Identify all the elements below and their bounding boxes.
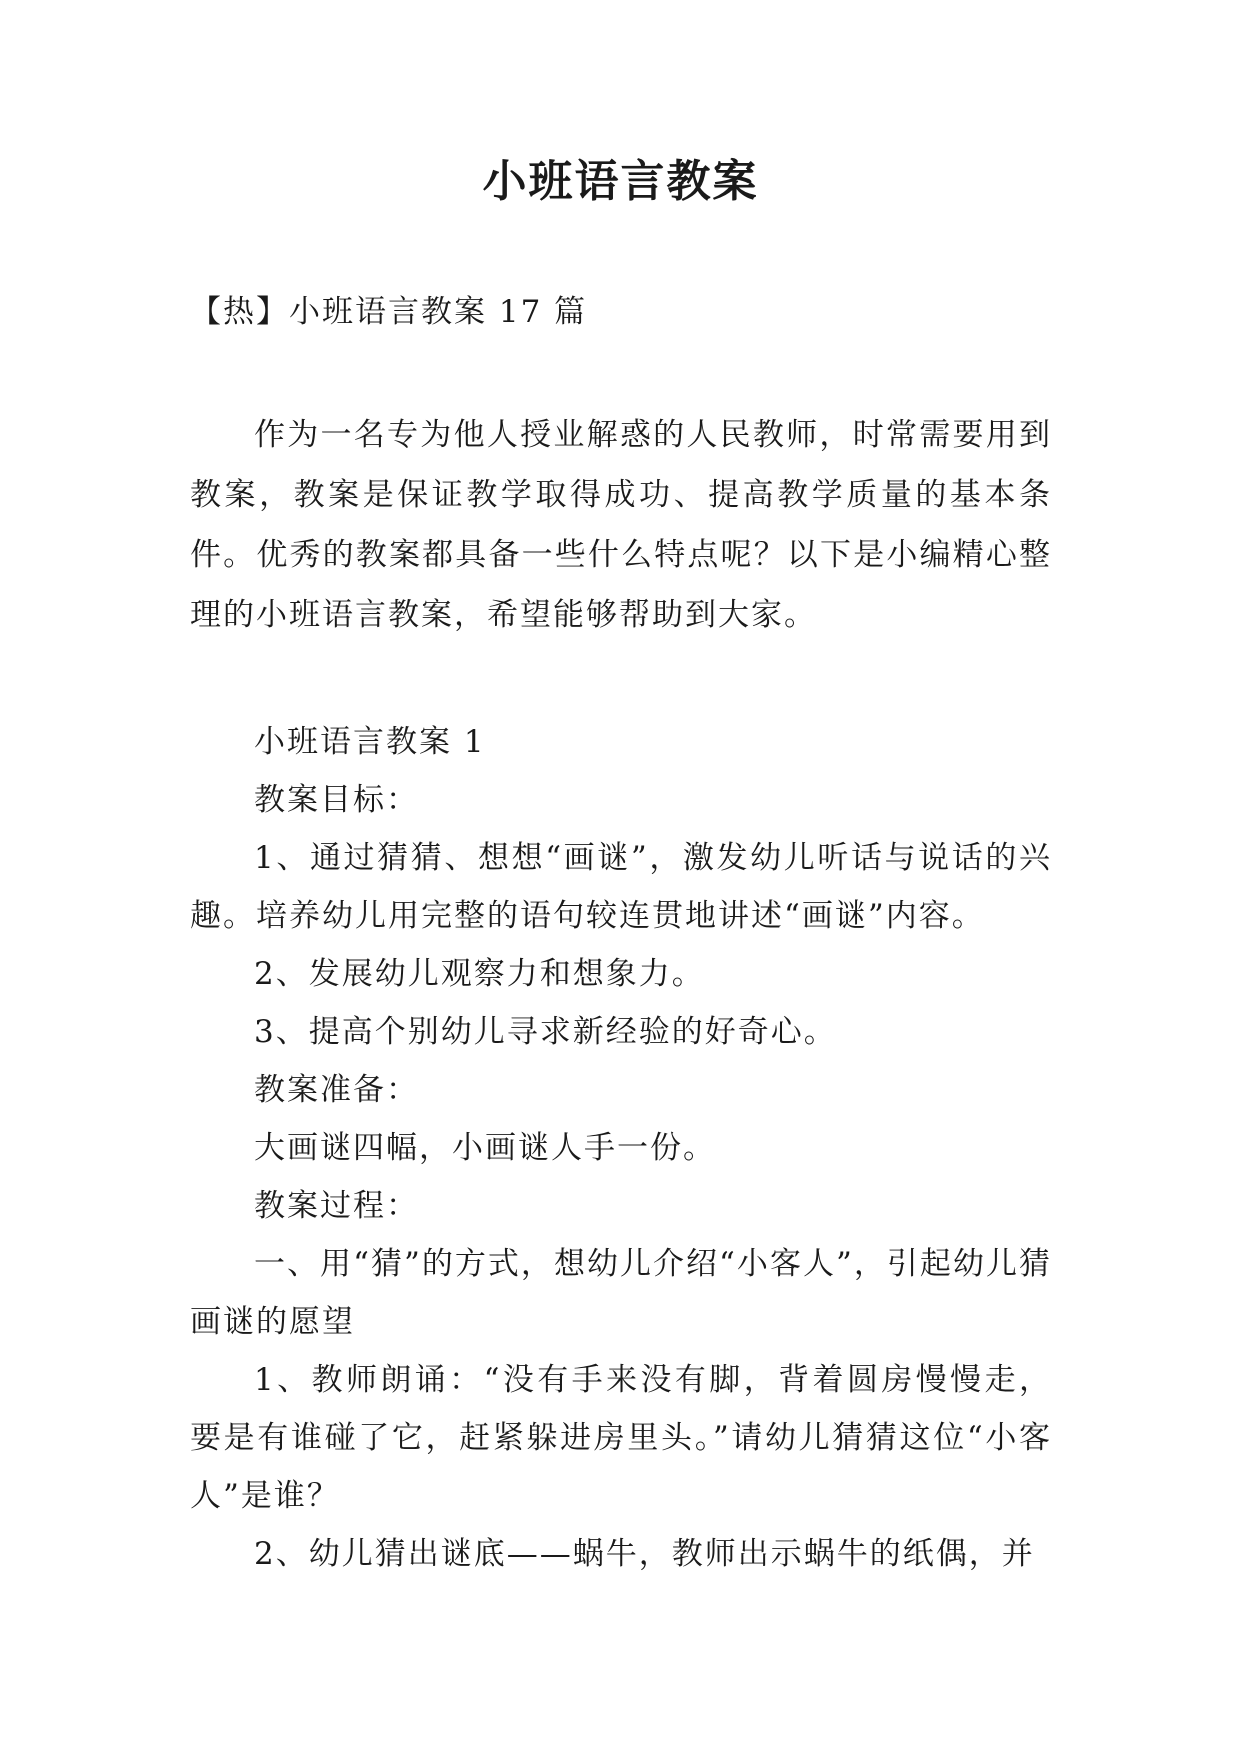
paragraph: 1、通过猜猜、想想“画谜”，激发幼儿听话与说话的兴趣。培养幼儿用完整的语句较连贯地讲述“画谜”内容。 bbox=[190, 840, 1052, 934]
paragraph: 教案目标： bbox=[254, 782, 419, 818]
section-heading: 小班语言教案 1 bbox=[254, 724, 486, 760]
paragraph: 3、提高个别幼儿寻求新经验的好奇心。 bbox=[254, 1014, 837, 1050]
document-title: 小班语言教案 bbox=[482, 156, 759, 207]
paragraph: 教案过程： bbox=[254, 1188, 419, 1224]
intro-paragraph: 作为一名专为他人授业解惑的人民教师，时常需要用到教案，教案是保证教学取得成功、提高教学质量的基本条件。优秀的教案都具备一些什么特点呢？以下是小编精心整理的小班语言教案，希望能够帮助到大家。 bbox=[190, 417, 1052, 633]
paragraph: 2、幼儿猜出谜底——蜗牛，教师出示蜗牛的纸偶，并 bbox=[254, 1536, 1035, 1572]
document-subtitle: 【热】小班语言教案 17 篇 bbox=[190, 294, 588, 330]
paragraph: 教案准备： bbox=[254, 1072, 419, 1108]
paragraph: 一、用“猜”的方式，想幼儿介绍“小客人”，引起幼儿猜画谜的愿望 bbox=[190, 1246, 1052, 1340]
document-body bbox=[190, 405, 1052, 1583]
paragraph: 1、教师朗诵：“没有手来没有脚，背着圆房慢慢走，要是有谁碰了它，赶紧躲进房里头。”请幼儿猜猜这位“小客人”是谁？ bbox=[190, 1362, 1052, 1514]
paragraph: 大画谜四幅，小画谜人手一份。 bbox=[254, 1130, 716, 1166]
paragraph-spacer bbox=[190, 645, 1052, 713]
paragraph: 2、发展幼儿观察力和想象力。 bbox=[254, 956, 705, 992]
